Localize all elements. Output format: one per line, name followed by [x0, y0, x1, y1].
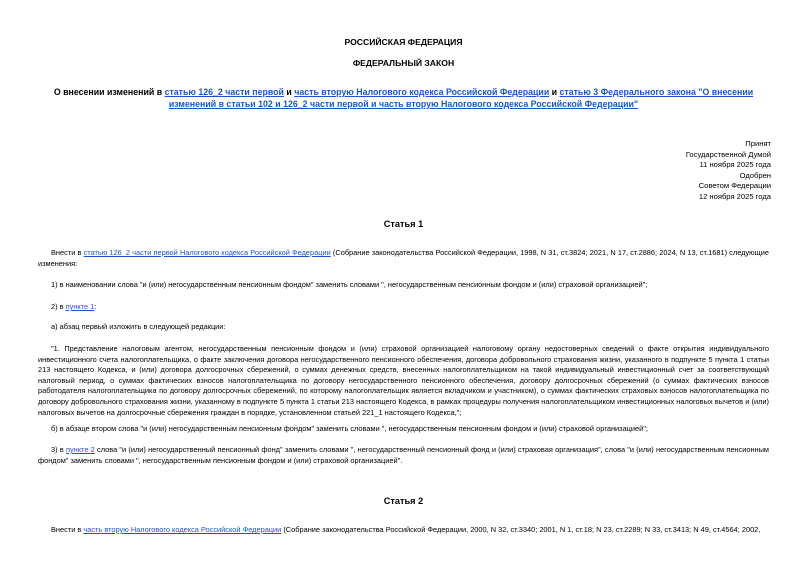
- adopted-date: 11 ноября 2025 года: [699, 160, 771, 170]
- title-text: и: [549, 87, 560, 97]
- adoption-block: [686, 139, 771, 203]
- article-1-intro: [38, 248, 769, 269]
- adopted-label: Принят: [745, 139, 771, 148]
- approved-label: Одобрен: [739, 170, 771, 180]
- item-2: [38, 302, 769, 313]
- paragraph-text: Внести в: [51, 248, 84, 257]
- article-1-heading: Статья 1: [383, 219, 424, 229]
- link-article-126-2-part-one[interactable]: статью 126_2 части первой Налогового кодекса Российской Федерации: [83, 248, 331, 257]
- law-title: [48, 86, 759, 110]
- link-clause-2[interactable]: пункте 2: [65, 445, 95, 454]
- item-3: [38, 445, 769, 466]
- item-2a: а) абзац первый изложить в следующей редакции:: [51, 322, 226, 331]
- paragraph-text: Внести в: [51, 525, 84, 534]
- item-2b: б) в абзаце втором слова "и (или) негосударственным пенсионным фондом" заменить словами ", негосударственным пенсионным фондом и (или) страховой организацией";: [51, 424, 648, 433]
- link-clause-1[interactable]: пункте 1: [65, 302, 95, 311]
- paragraph-text: :: [94, 302, 97, 311]
- link-part-two-tax-code-2[interactable]: часть вторую Налогового кодекса Российской Федерации: [83, 525, 282, 534]
- law-type-heading: ФЕДЕРАЛЬНЫЙ ЗАКОН: [352, 58, 455, 68]
- quoted-paragraph: "1. Представление налоговым агентом, негосударственным пенсионным фондом и (или) страховой организацией налоговому органу недостоверных сведений о факте открытия индивидуального инвестиционного счета налогоплательщика, о факте заключения договора негосударственного пенсионного обеспечения, договора добровольного страхования жизни, указанного в подпункте 5 пункта 1 статьи 213 настоящего Кодекса, и (или) договора долгосрочных сбережений, о суммах денежных средств, внесенных налогоплательщиком на такой индивидуальный инвестиционный счет за соответствующий налоговый период, о суммах фактических взносов налогоплательщика по договору негосударственного пенсионного обеспечения, договору долгосрочных сбережений (о суммах фактических взносов работодателя налогоплательщика по договору долгосрочных сбережений, по которому налогоплательщик является вкладчиком и участником), о суммах фактических страховых взносов налогоплательщика по договору добровольного страхования жизни, указанному в подпункте 5 пункта 1 статьи 213 настоящего Кодекса, в рамках процедуры получения налогоплательщиком инвестиционных налоговых вычетов и (или) налоговых вычетов на долгосрочные сбережения граждан в порядке, установленном статьей 221_1 настоящего Кодекса,";: [38, 344, 769, 417]
- paragraph-text: (Собрание законодательства Российской Федерации, 1998, N 31, ст.3824; 2021, N 17, ст.2886; 2024, N 13, ст.1681) следующие изменения:: [38, 248, 770, 268]
- title-text: и: [283, 87, 295, 97]
- adopted-by: Государственной Думой: [685, 149, 771, 159]
- paragraph-text: (Собрание законодательства Российской Федерации, 2000, N 32, ст.3340; 2001, N 1, ст.18; N 23, ст.2289; N 33, ст.3413; N 49, ст.4564; 2002,: [281, 525, 761, 534]
- approved-date: 12 ноября 2025 года: [698, 191, 771, 201]
- item-1: 1) в наименовании слова "и (или) негосударственным пенсионным фондом" заменить словами ", негосударственным пенсионным фондом и (или) страховой организацией";: [51, 280, 648, 289]
- approved-by: Советом Федерации: [698, 181, 771, 191]
- title-text: О внесении изменений в: [53, 87, 165, 97]
- paragraph-text: слова "и (или) негосударственный пенсионный фонд" заменить словами ", негосударственный пенсионный фонд и (или) страховая организация", слова "и (или) негосударственным пенсионным фондом" заменить словами ", негосударственным пенсионным фондом и (или) страховой организацией".: [38, 445, 769, 465]
- link-part-two-tax-code[interactable]: часть вторую Налогового кодекса Российской Федерации: [294, 87, 550, 97]
- article-2-intro: [38, 525, 769, 536]
- paragraph-text: 3) в: [51, 445, 66, 454]
- link-article-126-2[interactable]: статью 126_2 части первой: [164, 87, 284, 97]
- paragraph-text: 2) в: [51, 302, 66, 311]
- article-2-heading: Статья 2: [383, 496, 424, 506]
- federation-heading: РОССИЙСКАЯ ФЕДЕРАЦИЯ: [344, 37, 463, 47]
- link-federal-law-article-3[interactable]: статью 3 Федерального закона "О внесении изменений в статьи 102 и 126_2 части первой и часть вторую Налогового кодекса Российской Федерации": [168, 87, 754, 109]
